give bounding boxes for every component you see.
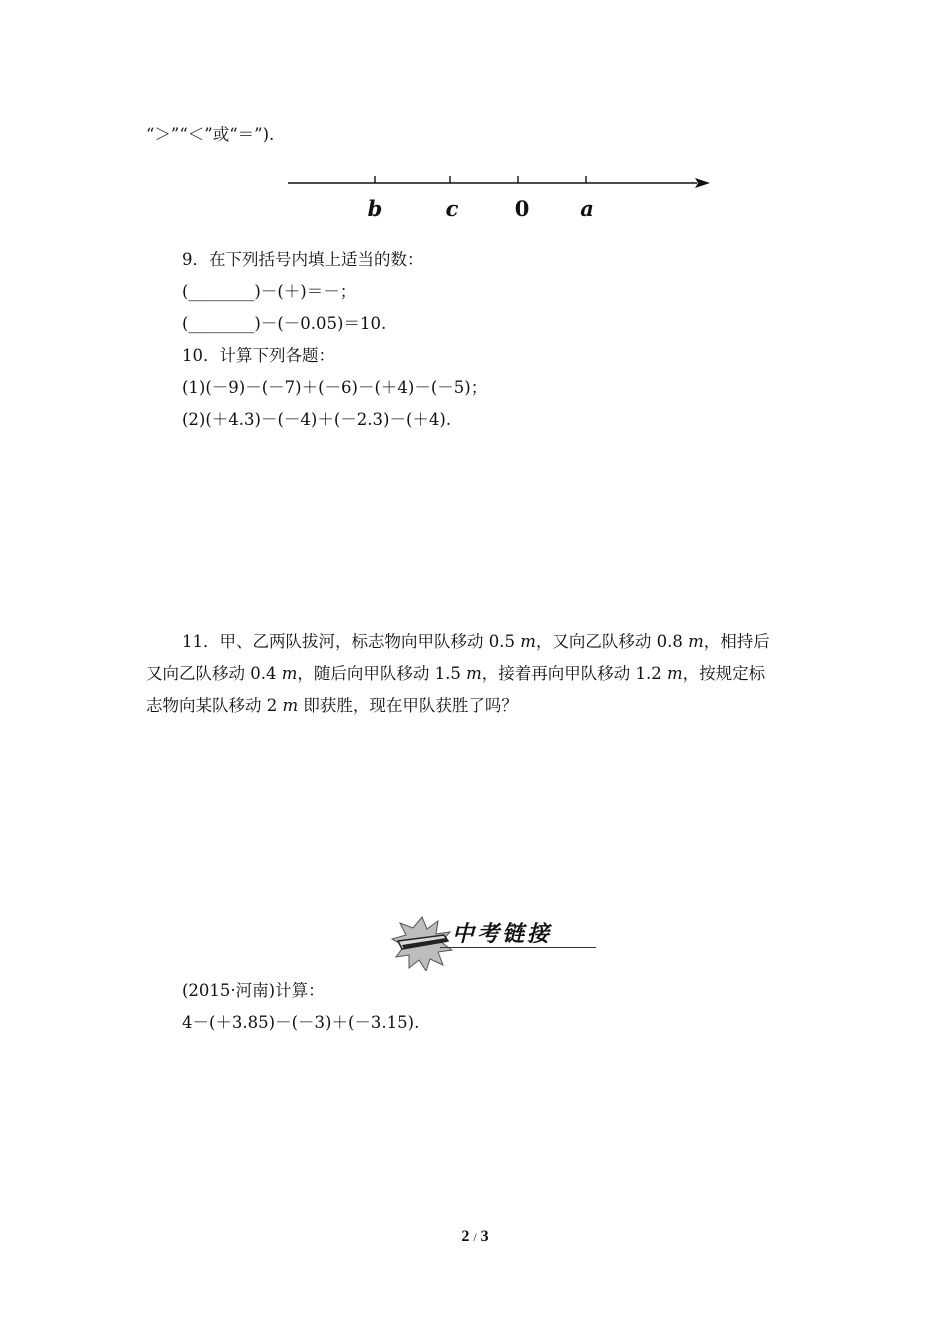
section-badge-rule — [440, 947, 596, 948]
page-number: 2 / 3 — [461, 1228, 489, 1245]
starburst-icon — [390, 915, 454, 971]
exam-expression: 4－(＋3.85)－(－3)＋(－3.15). — [182, 1013, 420, 1032]
q11-line1: 11．甲、乙两队拔河，标志物向甲队移动 0.5 m，又向乙队移动 0.8 m，相持后 — [182, 632, 770, 651]
q11-line3: 志物向某队移动 2 m 即获胜，现在甲队获胜了吗？ — [146, 696, 518, 715]
number-line-arrow — [695, 178, 710, 188]
label-b: b — [367, 196, 383, 221]
label-c: c — [445, 196, 459, 221]
q10-part1: (1)(－9)－(－7)＋(－6)－(＋4)－(－5)； — [182, 378, 488, 397]
q11-line2: 又向乙队移动 0.4 m，随后向甲队移动 1.5 m，接着再向甲队移动 1.2 m，按规定标 — [146, 664, 766, 683]
label-zero: 0 — [514, 196, 530, 221]
q10-part2: (2)(＋4.3)－(－4)＋(－2.3)－(＋4). — [182, 410, 452, 429]
q9-line1: (________)－(＋)＝－； — [182, 282, 357, 301]
label-a: a — [580, 196, 594, 221]
number-line-figure — [285, 168, 715, 228]
q9-title: 9．在下列括号内填上适当的数： — [182, 250, 424, 269]
section-badge-title: 中考链接 — [452, 922, 553, 947]
q9-line2: (________)－(－0.05)＝10. — [182, 314, 387, 333]
q10-title: 10．计算下列各题： — [182, 346, 335, 365]
intro-line: “＞”“＜”或“＝”). — [146, 125, 275, 144]
section-badge — [390, 915, 600, 971]
exam-source: (2015·河南)计算： — [182, 981, 325, 1000]
